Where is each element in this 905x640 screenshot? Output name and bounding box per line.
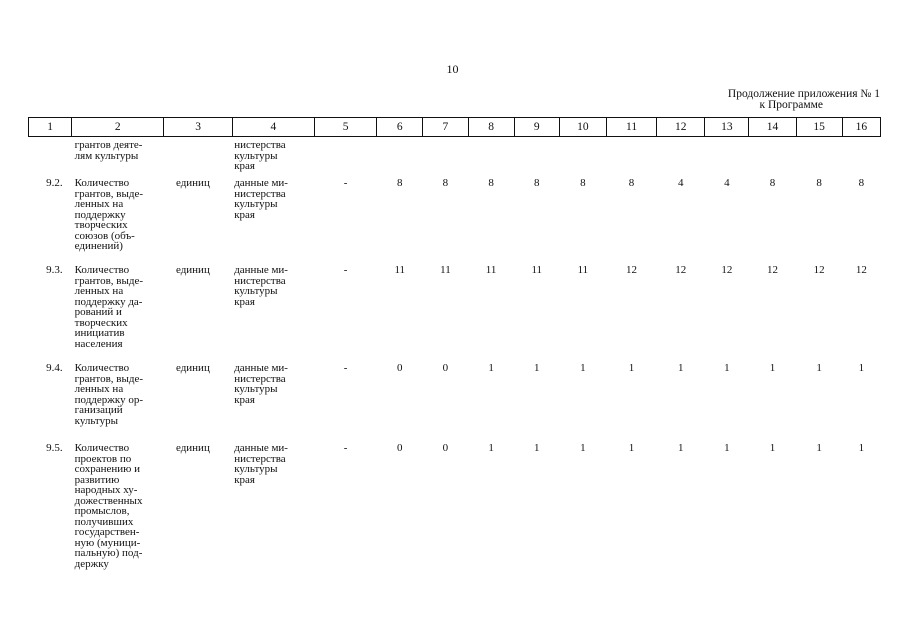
header-cell: 15	[796, 118, 842, 137]
code-cell: 9.2.	[46, 177, 63, 189]
header-cell: 6	[377, 118, 423, 137]
unit-cell: единиц	[175, 177, 210, 189]
header-cell: 8	[468, 118, 514, 137]
source-text: данные ми- нистерства культуры края	[234, 177, 288, 221]
value-cell: 1	[816, 442, 822, 454]
value-cell: 1	[677, 362, 684, 374]
name-text: грантов деяте- лям культуры	[74, 139, 143, 162]
appendix-line-2: к Программе	[759, 99, 823, 111]
table-row	[29, 178, 881, 265]
name-text: Количество грантов, выде- ленных на поддержку да- рований и творческих инициатив населения	[74, 264, 144, 350]
table-row	[29, 265, 881, 363]
indicators-table	[28, 117, 881, 583]
value-cell: 1	[580, 442, 586, 454]
value-cell: 11	[577, 264, 589, 276]
header-cell: 9	[514, 118, 559, 137]
header-cell: 13	[705, 118, 749, 137]
header-cell: 14	[749, 118, 796, 137]
value-cell: 11	[531, 264, 543, 276]
name-text: Количество грантов, выде- ленных на поддержку ор- ганизаций культуры	[74, 362, 144, 427]
value-cell: 1	[769, 362, 776, 374]
value-cell: 1	[816, 362, 822, 374]
value-cell: 8	[397, 177, 403, 189]
value-cell: 11	[394, 264, 406, 276]
value-cell: 1	[488, 362, 494, 374]
name-text: Количество проектов по сохранению и развитию народных ху- дожественных промыслов, получивших государствен- ную (муници- пальную) под- держку	[74, 442, 143, 570]
value-cell: 8	[580, 177, 586, 189]
value-cell: 4	[677, 177, 684, 189]
value-cell: 1	[724, 442, 730, 454]
appendix-line-1: Продолжение приложения № 1	[727, 88, 880, 100]
unit-cell: единиц	[175, 362, 210, 374]
header-cell: 16	[842, 118, 880, 137]
table-row-continuation	[29, 137, 881, 179]
header-cell: 7	[423, 118, 468, 137]
value-cell: 12	[813, 264, 825, 276]
value-cell: 12	[675, 264, 687, 276]
value-cell: 1	[533, 362, 540, 374]
source-text: данные ми- нистерства культуры края	[234, 362, 288, 406]
value-cell: 11	[485, 264, 497, 276]
base-cell: -	[343, 362, 348, 374]
source-cell	[232, 265, 314, 363]
appendix-caption	[680, 89, 880, 111]
value-cell: 1	[580, 362, 586, 374]
value-cell: 8	[442, 177, 449, 189]
name-cell	[72, 137, 164, 179]
base-cell: -	[343, 264, 348, 276]
value-cell: 12	[626, 264, 638, 276]
value-cell: 1	[724, 362, 730, 374]
header-cell: 4	[232, 118, 314, 137]
source-cell	[232, 443, 314, 583]
value-cell: 1	[628, 362, 635, 374]
value-cell: 11	[440, 264, 451, 276]
value-cell: 8	[769, 177, 776, 189]
code-cell	[29, 137, 72, 179]
code-cell: 9.5.	[46, 442, 63, 454]
value-cell: 0	[397, 362, 403, 374]
value-cell: 1	[858, 442, 865, 454]
header-cell: 10	[559, 118, 606, 137]
header-cell: 3	[164, 118, 232, 137]
unit-cell: единиц	[175, 264, 210, 276]
value-cell: 0	[442, 362, 449, 374]
header-cell: 11	[606, 118, 656, 137]
name-cell	[72, 265, 164, 363]
name-cell	[72, 363, 164, 443]
value-cell: 1	[488, 442, 494, 454]
value-cell: 8	[533, 177, 540, 189]
value-cell: 8	[628, 177, 635, 189]
table-row	[29, 443, 881, 583]
header-cell: 1	[29, 118, 72, 137]
value-cell: 1	[533, 442, 540, 454]
source-cell	[232, 178, 314, 265]
base-cell: -	[343, 177, 348, 189]
value-cell: 8	[816, 177, 822, 189]
header-cell: 5	[314, 118, 376, 137]
value-cell: 0	[397, 442, 403, 454]
page-number: 10	[446, 62, 459, 76]
code-cell: 9.4.	[46, 362, 63, 374]
value-cell: 8	[858, 177, 865, 189]
value-cell: 1	[769, 442, 776, 454]
table-row	[29, 363, 881, 443]
source-cell	[232, 363, 314, 443]
value-cell: 12	[721, 264, 733, 276]
unit-cell: единиц	[175, 442, 210, 454]
value-cell: 1	[858, 362, 865, 374]
header-cell: 2	[72, 118, 164, 137]
name-text: Количество грантов, выде- ленных на поддержку творческих союзов (объ- единений)	[74, 177, 144, 252]
source-text: данные ми- нистерства культуры края	[234, 264, 288, 308]
source-text: данные ми- нистерства культуры края	[234, 442, 288, 486]
name-cell	[72, 443, 164, 583]
base-cell: -	[343, 442, 348, 454]
header-row	[29, 118, 881, 137]
code-cell: 9.3.	[46, 264, 63, 276]
unit-cell	[164, 137, 232, 179]
name-cell	[72, 178, 164, 265]
value-cell: 4	[724, 177, 730, 189]
source-cell	[232, 137, 314, 179]
source-text: нистерства культуры края	[234, 139, 286, 172]
value-cell: 12	[855, 264, 867, 276]
value-cell: 1	[628, 442, 635, 454]
value-cell: 12	[767, 264, 779, 276]
header-cell: 12	[657, 118, 705, 137]
value-cell: 1	[677, 442, 684, 454]
value-cell: 0	[442, 442, 449, 454]
value-cell: 8	[488, 177, 494, 189]
